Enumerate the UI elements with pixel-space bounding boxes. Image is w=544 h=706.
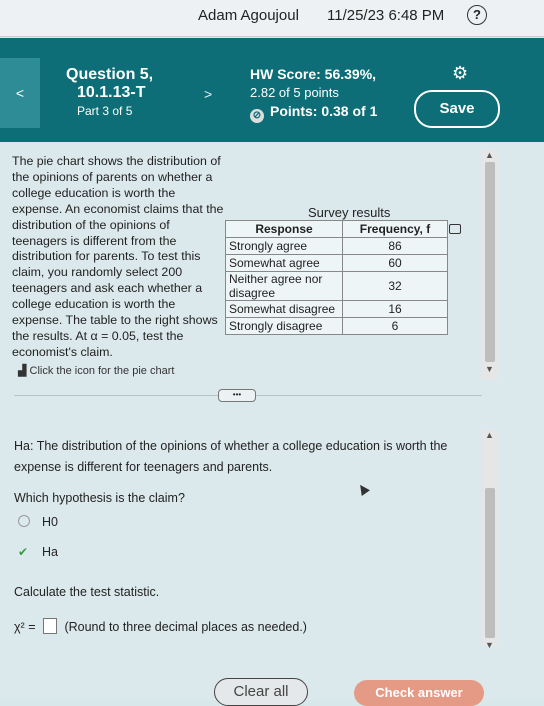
scroll-down-icon[interactable]: ▼	[485, 364, 494, 374]
option-h0[interactable]	[18, 515, 58, 529]
check-icon[interactable]: ✔	[18, 545, 29, 559]
lower-scrollbar[interactable]	[482, 430, 498, 646]
help-icon[interactable]: ?	[467, 5, 487, 25]
upper-scroll-thumb[interactable]	[485, 162, 495, 362]
expand-divider-button[interactable]: •••	[218, 389, 256, 402]
table-row	[226, 238, 448, 255]
response-cell: Strongly agree	[226, 238, 343, 255]
copy-icon[interactable]	[449, 224, 461, 234]
response-cell: Strongly disagree	[226, 318, 343, 335]
lower-scroll-thumb[interactable]	[485, 488, 495, 638]
frequency-cell: 60	[343, 255, 448, 272]
scroll-up-icon[interactable]: ▲	[485, 430, 494, 440]
calc-prompt: Calculate the test statistic.	[14, 585, 160, 599]
chart-icon[interactable]: ▟	[18, 365, 30, 377]
table-row	[226, 255, 448, 272]
points-detail	[250, 103, 377, 123]
claim-question: Which hypothesis is the claim?	[14, 491, 185, 505]
test-stat-row	[14, 618, 307, 634]
table-row	[226, 301, 448, 318]
prev-question-button[interactable]	[0, 58, 40, 128]
round-hint: (Round to three decimal places as needed.)	[64, 620, 307, 634]
alt-hypothesis-text: Ha: The distribution of the opinions of whether a college education is worth the expense is different for teenagers and parents.	[14, 439, 448, 474]
save-button[interactable]: Save	[414, 90, 500, 128]
points-total: 2.82 of 5 points	[250, 85, 339, 100]
response-cell: Neither agree nor disagree	[226, 272, 343, 301]
pie-chart-link-text[interactable]: Click the icon for the pie chart	[29, 365, 175, 377]
problem-text: The pie chart shows the distribution of the opinions of parents on whether a college education is worth the expense. An economist claims that the distribution of the opinions of teenagers is different from the distribution for parents. To test this claim, you randomly select 200 teenagers and ask each whether a college education is worth the expense. The table to the right shows the results. At α = 0.05, test the economist's claim.	[12, 154, 224, 359]
partial-credit-icon: ⊘	[250, 109, 264, 123]
upper-scrollbar[interactable]	[482, 150, 498, 380]
homework-header	[0, 38, 544, 142]
check-answer-button[interactable]: Check answer	[354, 680, 484, 706]
col-header-response: Response	[226, 221, 343, 238]
table-row	[226, 272, 448, 301]
response-cell: Somewhat agree	[226, 255, 343, 272]
option-ha[interactable]	[18, 545, 58, 559]
question-number: Question 5,	[66, 66, 154, 83]
option-ha-label: Ha	[42, 545, 58, 559]
frequency-cell: 32	[343, 272, 448, 301]
test-stat-input[interactable]	[43, 618, 57, 634]
survey-table	[225, 220, 448, 335]
clear-all-button[interactable]: Clear all	[214, 678, 308, 706]
radio-icon[interactable]	[18, 515, 30, 527]
chevron-right-icon[interactable]: >	[204, 86, 213, 102]
option-h0-label: H0	[42, 515, 58, 529]
hw-score: HW Score: 56.39%,	[250, 66, 377, 82]
survey-title: Survey results	[308, 205, 391, 220]
frequency-cell: 86	[343, 238, 448, 255]
top-bar	[0, 0, 544, 37]
question-code: 10.1.13-T	[77, 84, 146, 101]
pie-chart-link[interactable]	[18, 364, 174, 377]
table-row	[226, 318, 448, 335]
gear-icon[interactable]: ⚙	[452, 63, 469, 83]
frequency-cell: 6	[343, 318, 448, 335]
user-name: Adam Agoujoul	[198, 7, 299, 24]
points-detail-text: Points: 0.38 of 1	[270, 103, 378, 119]
scroll-down-icon[interactable]: ▼	[485, 640, 494, 650]
datetime: 11/25/23 6:48 PM	[327, 7, 445, 24]
scroll-up-icon[interactable]: ▲	[485, 150, 494, 160]
question-part: Part 3 of 5	[77, 104, 133, 118]
frequency-cell: 16	[343, 301, 448, 318]
response-cell: Somewhat disagree	[226, 301, 343, 318]
chi-square-symbol: χ² =	[14, 620, 36, 634]
chevron-left-icon: <	[15, 85, 25, 101]
col-header-frequency: Frequency, f	[343, 221, 448, 238]
